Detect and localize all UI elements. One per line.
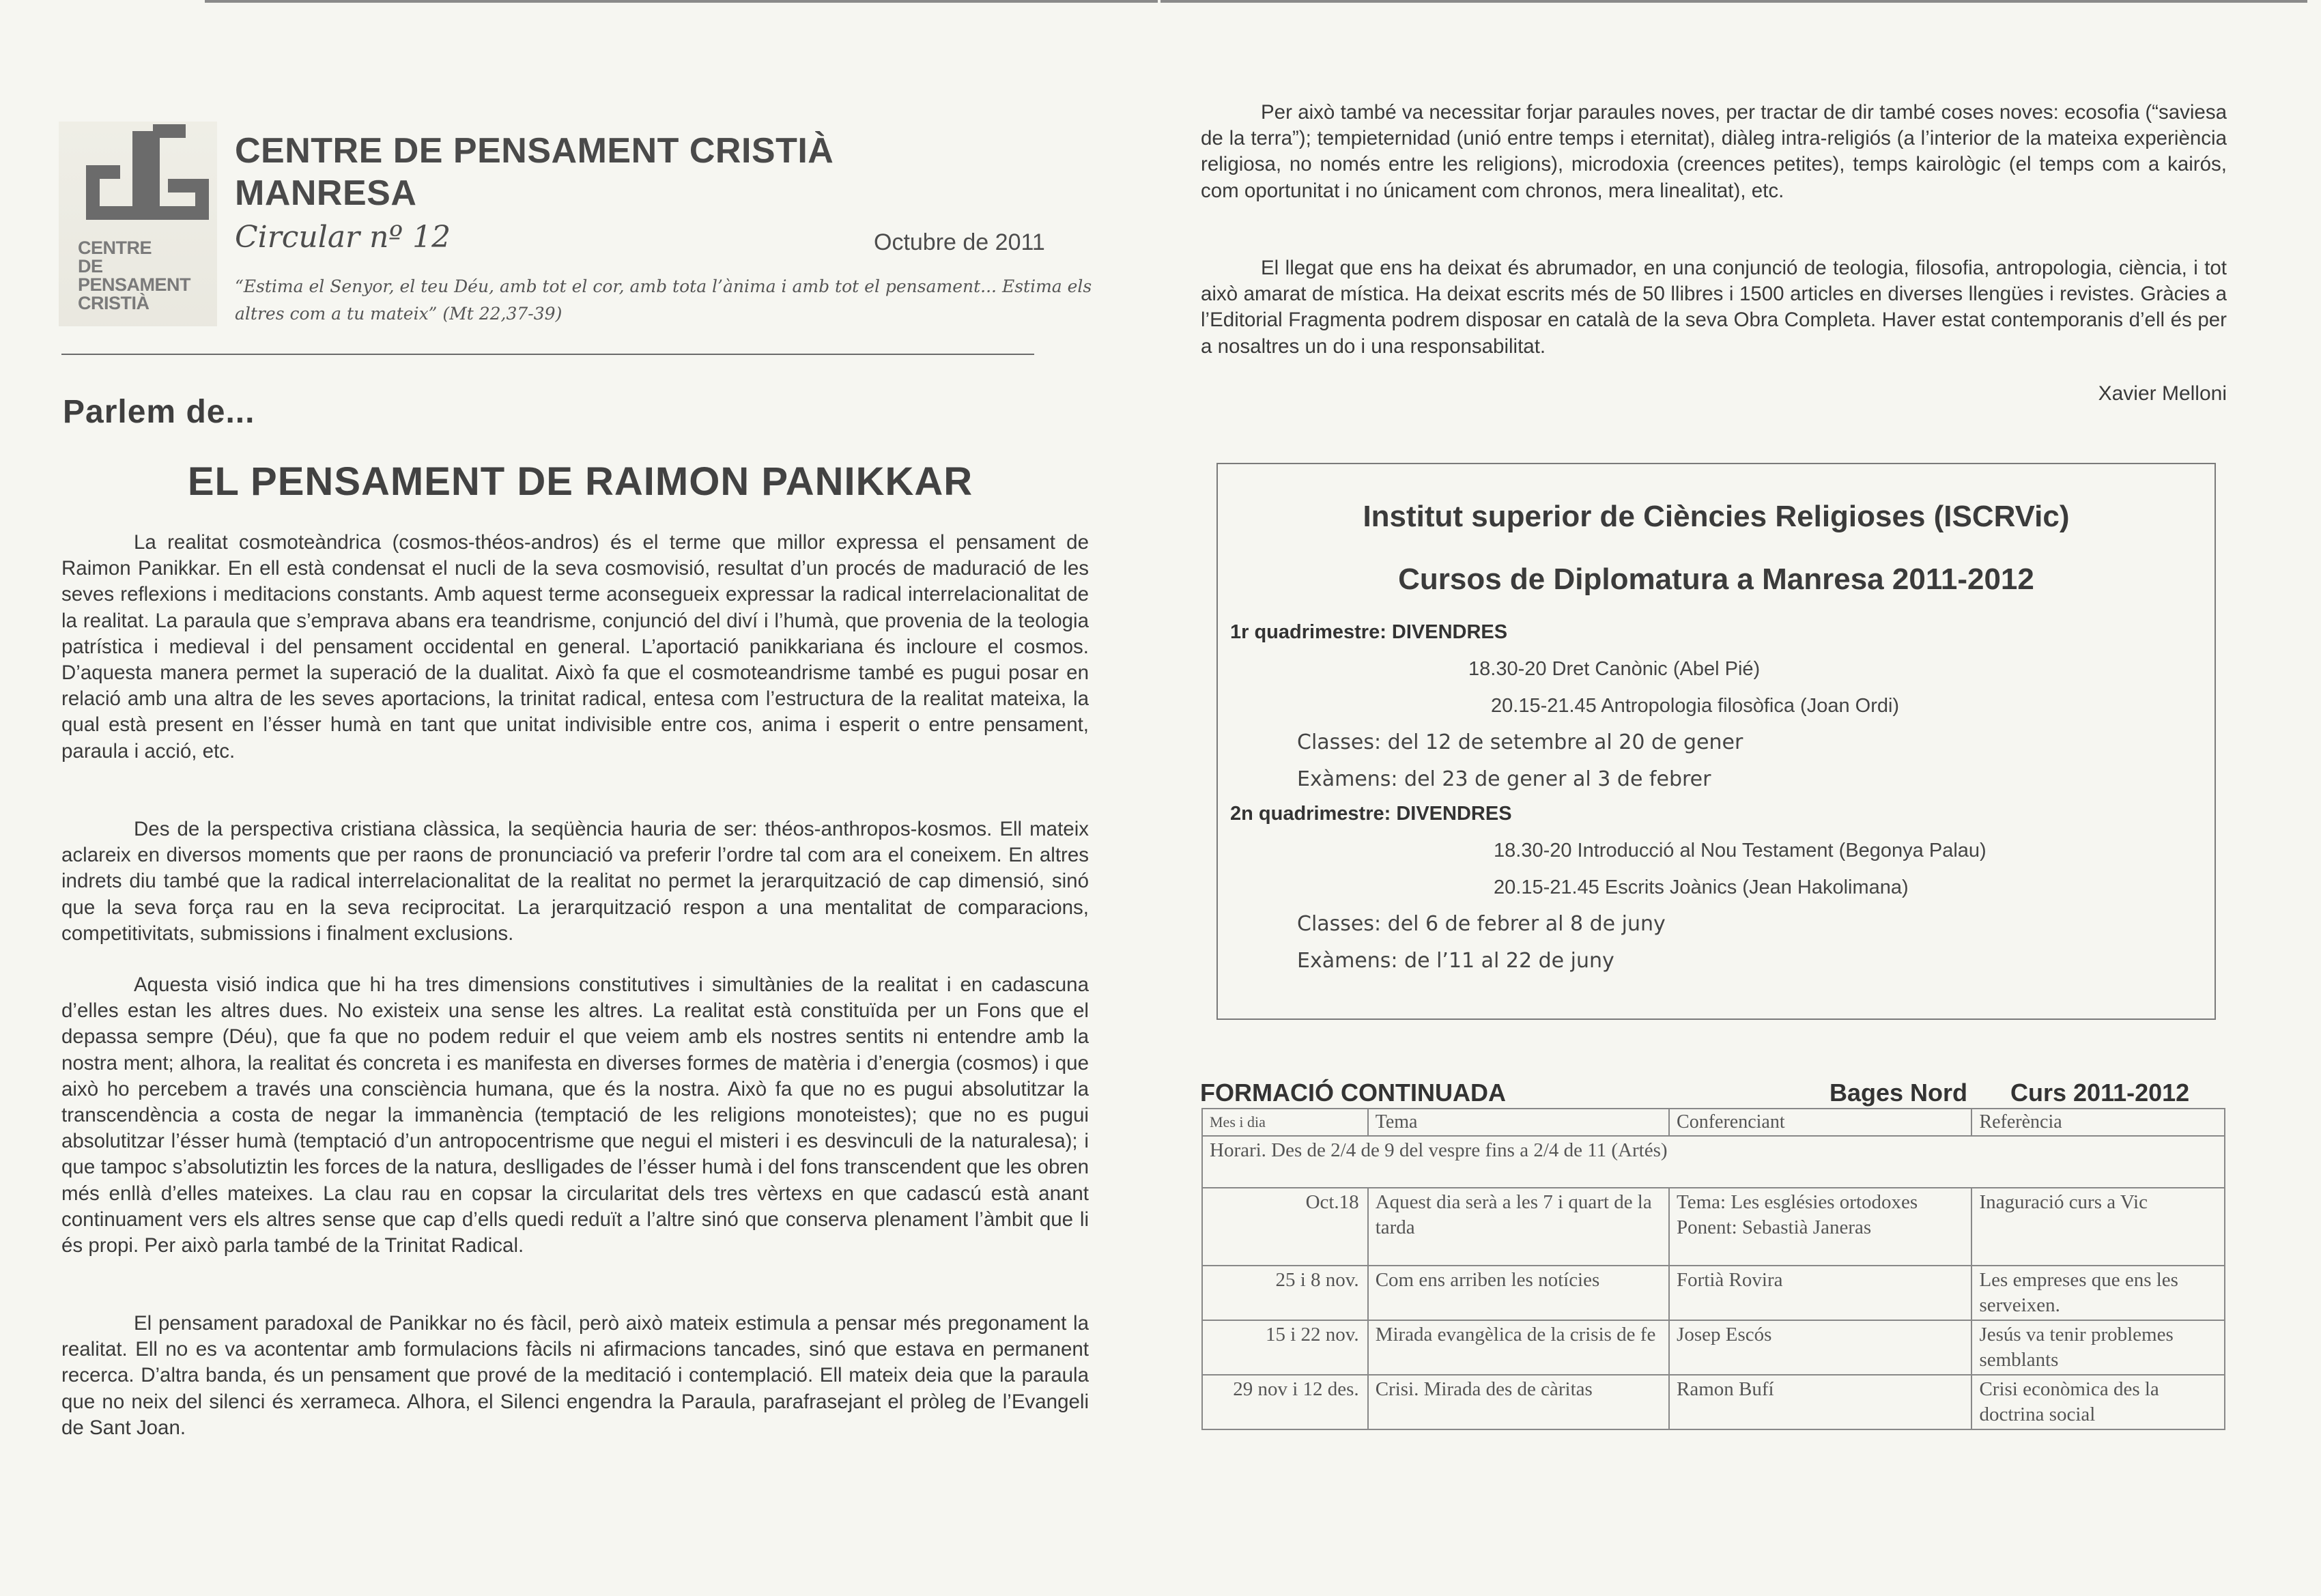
article-paragraph: La realitat cosmoteàndrica (cosmos-théos-andros) és el terme que millor expressa el pensament de Raimon Panikkar. En ell està condensat el nucli de la seva cosmovisió, resultat d’un procés de maduració de les seves reflexions i meditacions constants. Amb aquest terme aconsegueix expressar la radical interrelacionalitat de la realitat. La paraula que s’emprava abans era teandrisme, conjunció del diví i l’humà, que provenia de la teologia patrística i medieval i del pensament occidental en general. L’aportació panikkariana és incloure el cosmos. D’aquesta manera permet la superació de la dualitat. Això fa que el cosmoteandrisme també es pugui posar en relació amb una altra de les seves aportacions, la trinitat radical, entesa com l’estructura de la realitat mateixa, la qual està present en l’ésser humà en tant que unitat indivisible entre cos, anima i esperit o entre pensament, paraula i acció, etc. xyxy=(61,531,1089,763)
author-signature: Xavier Melloni xyxy=(2098,382,2227,405)
course-item: 18.30-20 Dret Canònic (Abel Pié) xyxy=(1468,658,1761,680)
course-item: 18.30-20 Introducció al Nou Testament (Begonya Palau) xyxy=(1494,840,1987,861)
article-body xyxy=(61,1311,1089,1441)
classes-dates: Classes: del 6 de febrer al 8 de juny xyxy=(1297,912,1666,936)
column-header: Conferenciant xyxy=(1669,1109,1971,1136)
table-row xyxy=(1202,1320,2225,1375)
article-continued xyxy=(1201,100,2227,204)
article-body xyxy=(61,972,1089,1259)
article-body xyxy=(61,530,1089,765)
exam-dates: Exàmens: del 23 de gener al 3 de febrer xyxy=(1297,767,1711,791)
table-row xyxy=(1202,1188,2225,1266)
tema-cell: Com ens arriben les notícies xyxy=(1368,1266,1669,1320)
formacio-title: FORMACIÓ CONTINUADA xyxy=(1200,1079,1506,1107)
speaker-cell: Fortià Rovira xyxy=(1669,1266,1971,1320)
speaker-cell: Tema: Les esglésies ortodoxes Ponent: Sebastià Janeras xyxy=(1669,1188,1971,1266)
logo-mark-icon xyxy=(59,122,217,238)
course-box xyxy=(1216,463,2216,1020)
formacio-region: Bages Nord xyxy=(1829,1079,1968,1107)
courses-title: Cursos de Diplomatura a Manresa 2011-2012 xyxy=(1398,562,2034,596)
course-item: 20.15-21.45 Escrits Joànics (Jean Hakolimana) xyxy=(1494,877,1909,898)
article-paragraph: Per això també va necessitar forjar paraules noves, per tractar de dir també coses noves: ecosofia (“saviesa de la terra”); tempieternidad (unió entre temps i eternitat), diàleg intra-religiós (a l’interior de la mateixa experiència religiosa, no només entre les religions), microdoxia (creences petites), temps kairològic (el temps com a kairós, com oportunitat i no únicament com chronos, mera linealitat), etc. xyxy=(1201,101,2227,202)
institute-title: Institut superior de Ciències Religioses (ISCRVic) xyxy=(1363,500,2070,533)
article-paragraph: Des de la perspectiva cristiana clàssica, la seqüència hauria de ser: théos-anthropos-kosmos. Ell mateix aclareix en diversos moments que per raons de pronunciació va preferir l’ordre tal com ara el coneixem. En altres indrets diu també que la radical interrelacionalitat de la realitat no permet la jerarquització de cap dimensió, sinó que la seva força rau en la seva reciprocitat. La jerarquització respon a una mentalitat de comparacions, competitivitats, submissions i finalment exclusions. xyxy=(61,818,1089,945)
formacio-course: Curs 2011-2012 xyxy=(2010,1079,2190,1107)
article-paragraph: Aquesta visió indica que hi ha tres dimensions constitutives i simultànies de la realitat i en cadascuna d’elles estan les altres dues. No existeix una sense les altres. La realitat està constituïda per un Fons que el depassa sempre (Déu), que fa que no podem reduir el que veiem amb els nostres sentits ni entendre amb la nostra ment; alhora, la realitat és concreta i es manifesta en diverses formes de matèria i d’energia (cosmos) i que això ho percebem a través una consciència humana, que és la nostra. Això fa que no es pugui absolutitzar la transcendència a costa de negar la immanència (temptació de les religions monoteistes); que no es pugui absolutitzar l’ésser humà (temptació d’un antropocentrisme que negui el misteri i es desvinculi de la naturalesa); i que tampoc s’absolutiztin les forces de la natura, deslligades de l’ésser humà i del fons transcendent que les obren més enllà d’elles mateixes. La clau rau en copsar la circularitat dels tres vèrtexs en que cadascú està anant continuament vers els altres sense que cap d’ells quedi reduït a l’altre sinó que conserva plenament l’àmbit que li és propi. Per això parla també de la Trinitat Radical. xyxy=(61,973,1089,1257)
left-page xyxy=(0,0,1160,1596)
exam-dates: Exàmens: de l’11 al 22 de juny xyxy=(1297,949,1614,973)
tema-cell: Aquest dia serà a les 7 i quart de la tarda xyxy=(1368,1188,1669,1266)
logo xyxy=(59,122,217,326)
column-header: Mes i dia xyxy=(1202,1109,1368,1136)
reference-cell: Jesús va tenir problemes semblants xyxy=(1971,1320,2225,1375)
article-paragraph: El llegat que ens ha deixat és abrumador, en una conjunció de teologia, filosofia, antropologia, ciència, i tot això amarat de mística. Ha deixat escrits més de 50 llibres i 1500 articles en diverses llengües i revistes. Gràcies a l’Editorial Fragmenta podrem disposar en català de la seva Obra Completa. Haver estat contemporanis d’ell és per a nosaltres un do i una responsabilitat. xyxy=(1201,257,2227,358)
org-name-line2: MANRESA xyxy=(235,173,417,213)
tema-cell: Mirada evangèlica de la crisis de fe xyxy=(1368,1320,1669,1375)
schedule-cell: Horari. Des de 2/4 de 9 del vespre fins a 2/4 de 11 (Artés) xyxy=(1202,1136,2225,1188)
date-cell: 25 i 8 nov. xyxy=(1202,1266,1368,1320)
reference-cell: Les empreses que ens les serveixen. xyxy=(1971,1266,2225,1320)
table-header-row xyxy=(1202,1109,2225,1136)
date-cell: 29 nov i 12 des. xyxy=(1202,1375,1368,1429)
circular-number: Circular nº 12 xyxy=(235,220,451,255)
tema-cell: Crisi. Mirada des de càritas xyxy=(1368,1375,1669,1429)
column-header: Tema xyxy=(1368,1109,1669,1136)
article-continued xyxy=(1201,255,2227,360)
article-title: EL PENSAMENT DE RAIMON PANIKKAR xyxy=(187,459,973,504)
reference-cell: Inaguració curs a Vic xyxy=(1971,1188,2225,1266)
article-paragraph: El pensament paradoxal de Panikkar no és fàcil, però això mateix estimula a pensar més pregonament la realitat. Ell no es va acontentar amb formulacions fàcils ni afirmacions tancades, sinó que estava en permanent recerca. D’altra banda, és un pensament que prové de la meditació i contemplació. Ell mateix deia que la paraula que no neix del silenci és xerrameca. Alhora, el Silenci engendra la Paraula, parafrasejant el pròleg de l’Evangeli de Sant Joan. xyxy=(61,1312,1089,1439)
reference-cell: Crisi econòmica des la doctrina social xyxy=(1971,1375,2225,1429)
table-row xyxy=(1202,1375,2225,1429)
motto-quote: “Estima el Senyor, el teu Déu, amb tot el cor, amb tota l’ànima i amb tot el pensament... Estima els altres com a tu mateix” (Mt 22,37-39) xyxy=(235,276,1092,324)
schedule-row xyxy=(1202,1136,2225,1188)
column-header: Referència xyxy=(1971,1109,2225,1136)
organization-name xyxy=(235,130,834,214)
formacio-table xyxy=(1201,1108,2225,1430)
date-cell: Oct.18 xyxy=(1202,1188,1368,1266)
table-row xyxy=(1202,1266,2225,1320)
header-divider xyxy=(61,354,1034,355)
classes-dates: Classes: del 12 de setembre al 20 de gener xyxy=(1297,730,1743,754)
course-item: 20.15-21.45 Antropologia filosòfica (Joan Ordi) xyxy=(1491,695,1900,717)
section-label: Parlem de... xyxy=(63,394,255,430)
scan-edge-line xyxy=(205,0,1158,3)
org-name-line1: CENTRE DE PENSAMENT CRISTIÀ xyxy=(235,131,834,171)
date-cell: 15 i 22 nov. xyxy=(1202,1320,1368,1375)
logo-label: CENTRE DE PENSAMENT CRISTIÀ xyxy=(78,238,191,313)
speaker-cell: Ramon Bufí xyxy=(1669,1375,1971,1429)
scan-edge-line xyxy=(1160,0,2307,3)
semester-heading: 2n quadrimestre: DIVENDRES xyxy=(1230,803,1512,825)
semester-heading: 1r quadrimestre: DIVENDRES xyxy=(1230,621,1508,643)
article-body xyxy=(61,816,1089,947)
issue-date: Octubre de 2011 xyxy=(874,229,1045,255)
speaker-cell: Josep Escós xyxy=(1669,1320,1971,1375)
